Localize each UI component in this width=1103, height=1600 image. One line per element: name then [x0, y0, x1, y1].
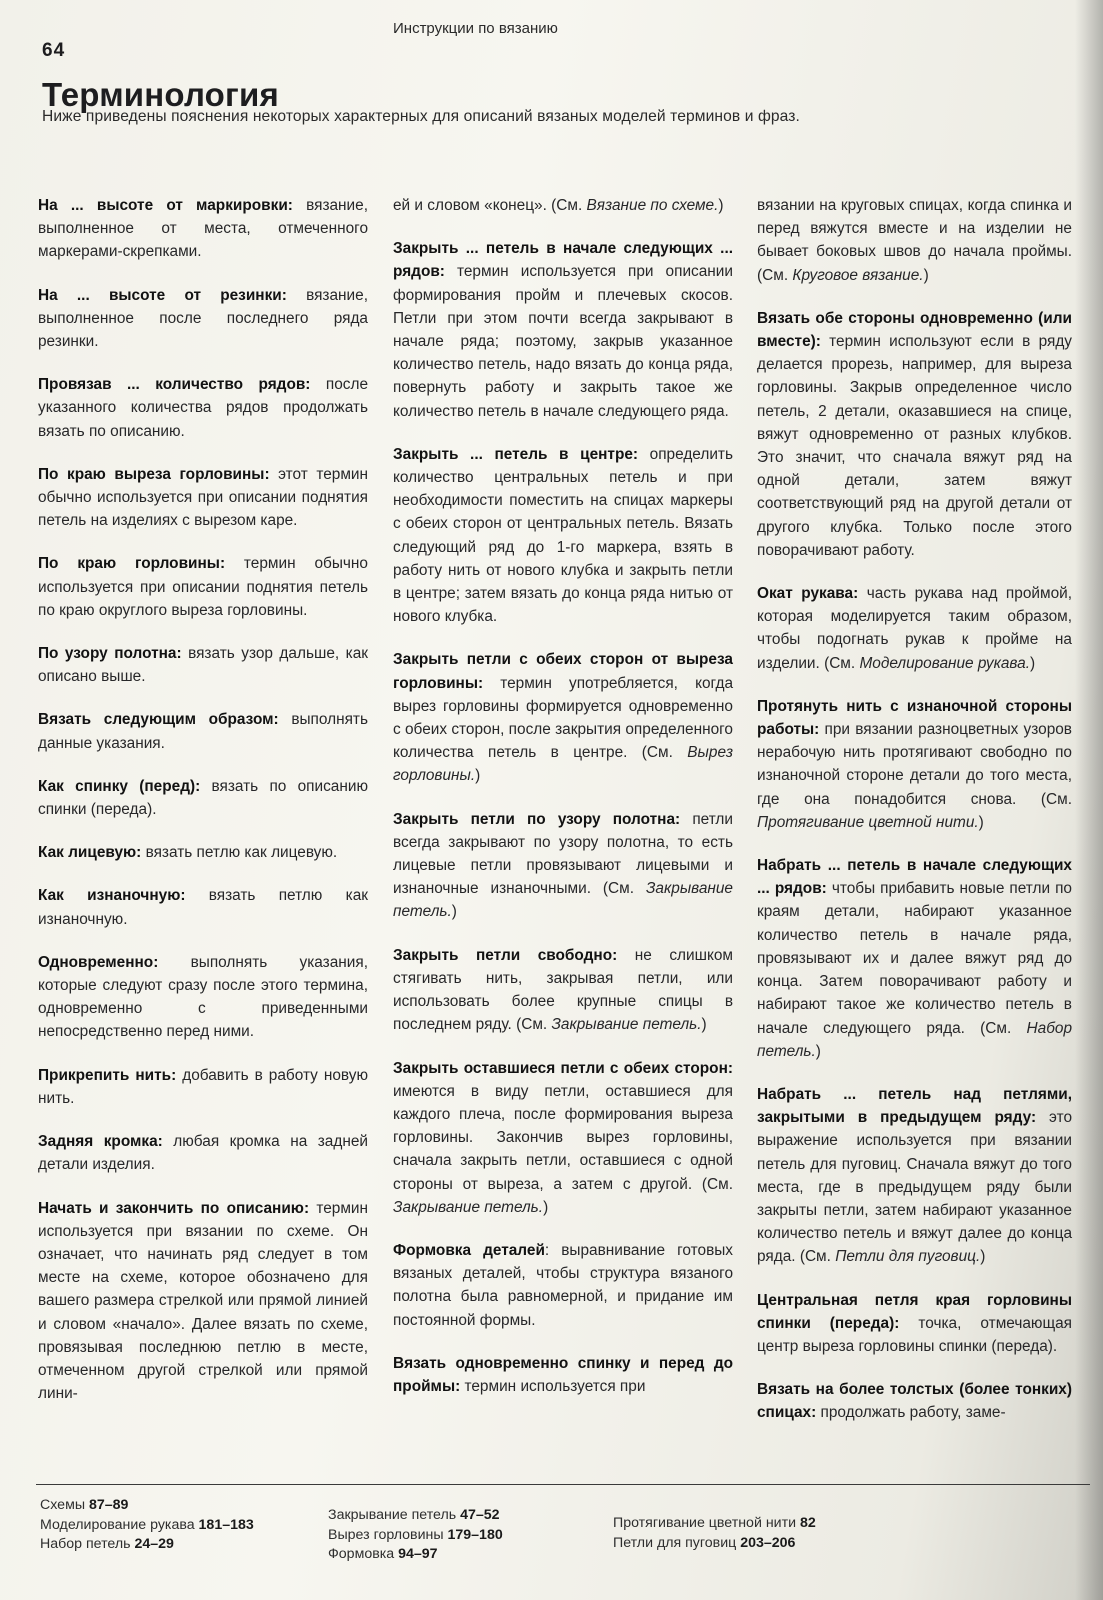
glossary-entry: [757, 1289, 1072, 1359]
cross-reference-close: ): [475, 767, 481, 785]
glossary-entry: [393, 443, 733, 629]
glossary-entry: [757, 582, 1072, 675]
glossary-entry: [38, 552, 368, 622]
cross-reference-close: ): [923, 266, 929, 284]
glossary-definition: при вязании разноцветных узоров нерабочую нить протягивают свободно по изнаночной стороне детали до того места, где она понадобится снова. (См.: [757, 721, 1072, 808]
glossary-term: Начать и закончить по описанию:: [38, 1199, 310, 1217]
glossary-definition: этот термин обычно используется при описании поднятия петель на изделиях с вырезом каре.: [38, 465, 369, 530]
glossary-definition: вязании на круговых спицах, когда спинка и перед вяжутся вместе и на изделии не бывает боковых швов до начала проймы. (См.: [757, 197, 1072, 284]
glossary-entry: [38, 1130, 368, 1176]
footer-reference-pages: 203–206: [740, 1534, 796, 1551]
glossary-term: Окат рукава:: [757, 585, 859, 603]
glossary-term: На ... высоте от резинки:: [38, 286, 287, 304]
glossary-definition: продолжать работу, заме-: [816, 1404, 1006, 1422]
glossary-definition: выполнять данные указания.: [38, 711, 368, 752]
footer-reference: [328, 1506, 503, 1526]
cross-reference: Петли для пуговиц.: [835, 1248, 981, 1266]
glossary-column-3: [757, 194, 1072, 1445]
footer-reference-label: Схемы: [40, 1497, 89, 1513]
glossary-definition: точка, отмечающая центр выреза горловины спинки (переда).: [757, 1314, 1073, 1355]
glossary-entry: [393, 1352, 733, 1398]
footer-reference-label: Формовка: [328, 1546, 399, 1562]
footer-reference-pages: 179–180: [447, 1526, 503, 1543]
page-edge-shadow: [1075, 0, 1103, 1600]
glossary-entry: [38, 373, 368, 443]
glossary-entry: [38, 1064, 368, 1110]
footer-reference-label: Петли для пуговиц: [613, 1534, 741, 1551]
glossary-definition: термин употребляется, когда вырез горловины формируется одновременно с обеих сторон, после закрытия определенного количества петель в центре. (См.: [393, 674, 733, 762]
footer-divider: [36, 1484, 1090, 1485]
glossary-term: Как спинку (перед):: [38, 777, 201, 795]
glossary-definition: выполнять указания, которые следуют сразу после этого термина, одновременно с приведенными непосредственно перед ними.: [38, 953, 368, 1041]
glossary-definition: не слишком стягивать нить, закрывая петли, или использовать более крупные спицы в последнем ряду. (См.: [393, 946, 733, 1034]
footer-reference-label: Моделирование рукава: [40, 1516, 199, 1533]
glossary-definition: термин используется при: [460, 1377, 646, 1395]
glossary-column-2: [393, 194, 733, 1418]
glossary-definition: термин используют если в ряду делается прорезь, например, для выреза горловины. Закрыв определенное число петель, 2 детали, оказавшиеся на спице, вяжут одновременно от разных клубков. Это значит, что сначала вяжут ряд на одной детали, затем вяжут соответствующий ряд на другой детали от другого клубка. Только после этого поворачивают работу.: [757, 333, 1072, 559]
glossary-entry: [757, 307, 1072, 562]
glossary-entry: [38, 884, 368, 930]
footer-refs-column-2: [328, 1506, 503, 1565]
glossary-entry: [38, 1197, 368, 1406]
cross-reference: Закрывание петель.: [551, 1016, 702, 1034]
footer-reference-pages: 87–89: [88, 1497, 129, 1513]
page-number: 64: [42, 40, 66, 61]
cross-reference-close: ): [451, 903, 457, 921]
glossary-entry: [393, 944, 733, 1037]
cross-reference: Протягивание цветной нити.: [757, 813, 979, 831]
glossary-definition: определить количество центральных петель и при необходимости поместить на спицах маркеры с обеих сторон от центральных петель. Вязать следующий ряд до 1-го маркера, взять в работу нить от нового клубка и закрыть петли в центре; затем вязать до конца ряда нитью от нового клубка.: [393, 445, 733, 626]
glossary-term: Вязать обе стороны одновременно (или вместе):: [757, 309, 1072, 351]
cross-reference: Набор петель.: [757, 1019, 1072, 1060]
footer-reference: [40, 1535, 254, 1555]
glossary-definition: вязать по описанию спинки (переда).: [38, 777, 369, 819]
glossary-definition: вязать петлю как лицевую.: [141, 844, 338, 862]
glossary-term: Закрыть петли с обеих сторон от выреза горловины:: [393, 651, 733, 692]
glossary-definition: ей и словом «конец». (См.: [393, 197, 587, 214]
cross-reference-close: ): [980, 1248, 986, 1266]
page-title: Терминология: [42, 76, 279, 113]
glossary-term: Набрать ... петель в начале следующих ... рядов:: [757, 857, 1072, 898]
glossary-entry: [757, 1378, 1072, 1424]
glossary-column-1: [38, 194, 368, 1425]
glossary-definition: любая кромка на задней детали изделия.: [38, 1133, 368, 1174]
footer-reference-pages: 82: [799, 1515, 816, 1531]
glossary-term: Задняя кромка:: [38, 1133, 163, 1151]
glossary-term: Как изнаночную:: [38, 887, 186, 905]
glossary-definition: петли всегда закрывают по узору полотна, то есть лицевые петли провязывают лицевыми и изнаночные изнаночными. (См.: [393, 810, 733, 898]
glossary-term: Закрыть петли по узору полотна:: [393, 810, 681, 828]
cross-reference: Вязание по схеме.: [586, 197, 719, 214]
footer-reference: [613, 1514, 816, 1534]
glossary-definition: часть рукава над проймой, которая моделируется таким образом, чтобы подогнать рукав к пройме на изделии. (См.: [757, 585, 1072, 672]
glossary-term: По краю горловины:: [38, 555, 226, 573]
glossary-term: По узору полотна:: [38, 645, 182, 663]
glossary-definition: добавить в работу новую нить.: [38, 1066, 368, 1107]
glossary-definition: чтобы прибавить новые петли по краям детали, набирают указанное количество петель в начале ряда, провязывают их и далее вяжут ряд до конца. Затем поворачивают работу и набирают такое же количество петель в начале следующего ряда. (См.: [757, 880, 1072, 1037]
glossary-term: Вязать на более толстых (более тонких) спицах:: [757, 1381, 1072, 1422]
footer-reference: [328, 1545, 503, 1565]
cross-reference-close: ): [1029, 654, 1036, 672]
glossary-term: Вязать следующим образом:: [38, 711, 279, 729]
glossary-entry: [393, 237, 733, 423]
glossary-entry: [393, 194, 733, 217]
cross-reference-close: ): [815, 1042, 821, 1060]
footer-reference-pages: 47–52: [460, 1507, 500, 1523]
glossary-entry: [38, 775, 368, 821]
cross-reference: Закрывание петель.: [393, 880, 733, 921]
glossary-definition: после указанного количества рядов продолжать вязать по описанию.: [38, 376, 368, 440]
glossary-entry: [38, 708, 368, 754]
footer-reference: [613, 1534, 816, 1554]
glossary-entry: [38, 194, 368, 264]
glossary-term: Закрыть ... петель в центре:: [393, 445, 639, 463]
footer-reference: [40, 1516, 254, 1536]
cross-reference-close: ): [543, 1198, 549, 1216]
glossary-term: Закрыть петли свободно:: [393, 946, 618, 964]
glossary-entry: [38, 841, 368, 864]
footer-reference-label: Набор петель: [40, 1536, 135, 1552]
footer-reference-label: Закрывание петель: [328, 1507, 461, 1523]
glossary-term: Закрыть оставшиеся петли с обеих сторон:: [393, 1059, 733, 1077]
glossary-definition: термин используется при описании формирования пройм и плечевых скосов. Петли при этом почти всегда закрывают в начале ряда; поэтому, закрыв указанное количество петель, надо вязать до конца ряда, повернуть работу и закрыть такое же количество петель в начале следующего ряда.: [393, 263, 733, 420]
glossary-entry: [757, 1083, 1072, 1269]
glossary-term: Закрыть ... петель в начале следующих ... рядов:: [393, 240, 733, 281]
footer-reference: [40, 1496, 254, 1516]
glossary-term: Провязав ... количество рядов:: [38, 376, 311, 394]
footer-refs-column-1: [40, 1496, 254, 1555]
intro-text: Ниже приведены пояснения некоторых характерных для описаний вязаных моделей терминов и фраз.: [42, 108, 800, 125]
glossary-entry: [38, 284, 368, 354]
glossary-entry: [393, 808, 733, 924]
glossary-entry: [393, 1057, 733, 1219]
cross-reference: Вырез горловины.: [393, 744, 733, 785]
cross-reference-close: ): [701, 1016, 707, 1034]
glossary-definition: это выражение используется при вязании петель для пуговиц. Сначала вяжут до того места, где в предыдущем ряду были закрыты петли, затем набирают указанное количество петель и вяжут далее до конца ряда. (См.: [757, 1109, 1072, 1266]
footer-reference-pages: 94–97: [398, 1546, 438, 1562]
footer-reference: [328, 1526, 503, 1546]
glossary-definition: термин обычно используется при описании поднятия петель по краю округлого выреза горловины.: [38, 555, 368, 619]
running-head: Инструкции по вязанию: [393, 20, 558, 37]
glossary-term: Прикрепить нить:: [38, 1066, 177, 1084]
glossary-definition: вязать узор дальше, как описано выше.: [38, 645, 368, 686]
glossary-term: Вязать одновременно спинку и перед до проймы:: [393, 1354, 733, 1395]
cross-reference-close: ): [978, 813, 984, 831]
glossary-entry: [757, 695, 1072, 834]
footer-reference-label: Вырез горловины: [328, 1526, 448, 1543]
glossary-entry: [38, 463, 368, 533]
glossary-term: На ... высоте от маркировки:: [38, 197, 293, 214]
footer-refs-column-3: [613, 1514, 816, 1553]
glossary-term: Как лицевую:: [38, 844, 142, 862]
glossary-entry: [393, 1239, 733, 1332]
glossary-term: Одновременно:: [38, 953, 159, 971]
glossary-definition: вязание, выполненное от места, отмеченного маркерами-скрепками.: [38, 197, 368, 261]
glossary-entry: [757, 194, 1072, 287]
glossary-term: Формовка деталей: [393, 1241, 545, 1259]
glossary-entry: [38, 951, 368, 1044]
glossary-definition: : выравнивание готовых вязаных деталей, чтобы структура вязаного полотна была равномерной, и придание им постоянной формы.: [393, 1241, 734, 1329]
glossary-definition: вязание, выполненное после последнего ряда резинки.: [38, 286, 368, 351]
footer-reference-pages: 181–183: [198, 1516, 254, 1533]
glossary-definition: вязать петлю как изнаночную.: [38, 887, 368, 928]
cross-reference: Закрывание петель.: [393, 1198, 544, 1216]
footer-reference-pages: 24–29: [134, 1536, 174, 1552]
cross-reference: Моделирование рукава.: [859, 654, 1030, 672]
glossary-definition: имеются в виду петли, оставшиеся для каждого плеча, после формирования выреза горловины. Закончив вырез горловины, сначала закрыть петли, оставшиеся с одной стороны от выреза, а затем с другой. (См.: [393, 1082, 733, 1193]
glossary-term: Протянуть нить с изнаночной стороны работы:: [757, 697, 1072, 739]
glossary-definition: термин используется при вязании по схеме. Он означает, что начинать ряд следует в том месте на схеме, которое обозначено для вашего размера стрелкой или прямой линией и словом «начало». Далее вязать по схеме, провязывая последнюю петлю в месте, отмеченном другой стрелкой или прямой лини-: [38, 1199, 369, 1403]
glossary-entry: [757, 854, 1072, 1063]
footer-reference-label: Протягивание цветной нити: [613, 1515, 800, 1531]
glossary-term: По краю выреза горловины:: [38, 465, 270, 483]
glossary-term: Центральная петля края горловины спинки (переда):: [757, 1291, 1072, 1332]
glossary-term: Набрать ... петель над петлями, закрытыми в предыдущем ряду:: [757, 1085, 1072, 1127]
glossary-entry: [393, 648, 733, 787]
cross-reference: Круговое вязание.: [792, 266, 924, 284]
glossary-entry: [38, 642, 368, 688]
cross-reference-close: ): [718, 197, 724, 214]
